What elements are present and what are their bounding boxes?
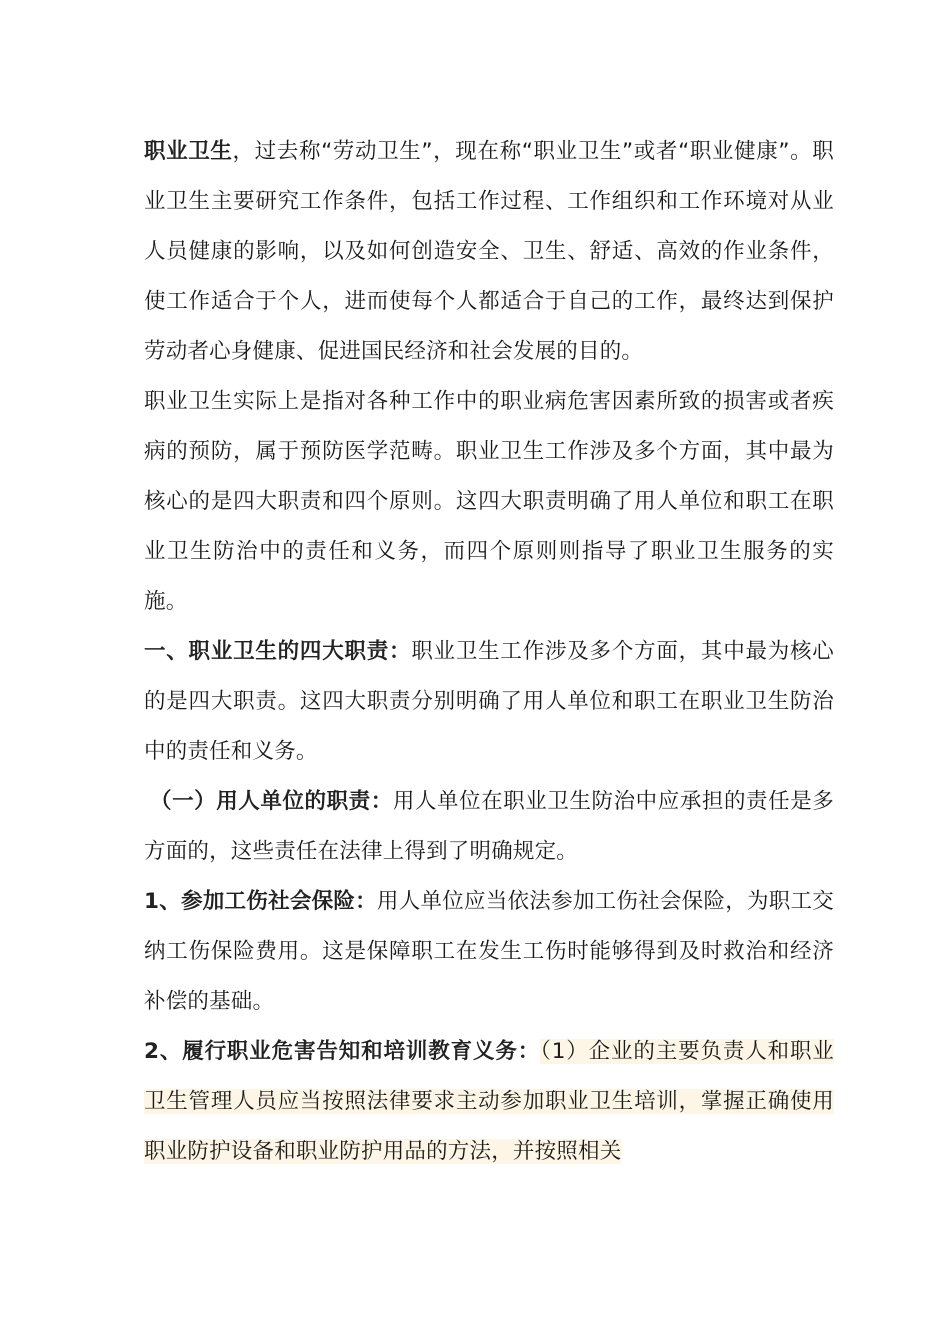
paragraph-text: 职业卫生工作涉及多个方面，其中最为核心的是四大职责。这四大职责分别明确了用人单位和职工在职业卫生防治中的责任和义务。	[144, 639, 834, 764]
item-heading: 1、参加工伤社会保险：	[144, 889, 377, 914]
highlighted-text: （1）企业的主要负责人和职业卫生管理人员应当按照法律要求主动参加职业卫生培训，掌握正确使用职业防护设备和职业防护用品的方法，并按照相关	[144, 1039, 835, 1164]
paragraph-text: 用人单位在职业卫生防治中应承担的责任是多方面的，这些责任在法律上得到了明确规定。	[144, 789, 834, 864]
document-page	[144, 127, 834, 1177]
paragraph-definition	[144, 127, 834, 377]
item-heading: 2、履行职业危害告知和培训教育义务：	[144, 1039, 541, 1064]
paragraph-text: 职业卫生实际上是指对各种工作中的职业病危害因素所致的损害或者疾病的预防，属于预防医学范畴。职业卫生工作涉及多个方面，其中最为核心的是四大职责和四个原则。这四大职责明确了用人单位和职工在职业卫生防治中的责任和义务，而四个原则则指导了职业卫生服务的实施。	[144, 389, 834, 614]
term-bold: 职业卫生	[144, 139, 233, 164]
item-injury-insurance	[144, 877, 834, 1027]
subsection-heading: （一）用人单位的职责：	[150, 789, 393, 814]
paragraph-scope	[144, 377, 834, 627]
paragraph-text: 用人单位应当依法参加工伤社会保险，为职工交纳工伤保险费用。这是保障职工在发生工伤时能够得到及时救治和经济补偿的基础。	[144, 889, 834, 1014]
section-heading: 一、职业卫生的四大职责：	[144, 639, 412, 664]
paragraph-text: ，过去称“劳动卫生”，现在称“职业卫生”或者“职业健康”。职业卫生主要研究工作条件，包括工作过程、工作组织和工作环境对从业人员健康的影响，以及如何创造安全、卫生、舒适、高效的作业条件，使工作适合于个人，进而使每个人都适合于自己的工作，最终达到保护劳动者心身健康、促进国民经济和社会发展的目的。	[144, 139, 834, 364]
item-hazard-notification	[144, 1027, 834, 1177]
section-four-duties	[144, 627, 834, 777]
subsection-employer-duties	[144, 777, 834, 877]
